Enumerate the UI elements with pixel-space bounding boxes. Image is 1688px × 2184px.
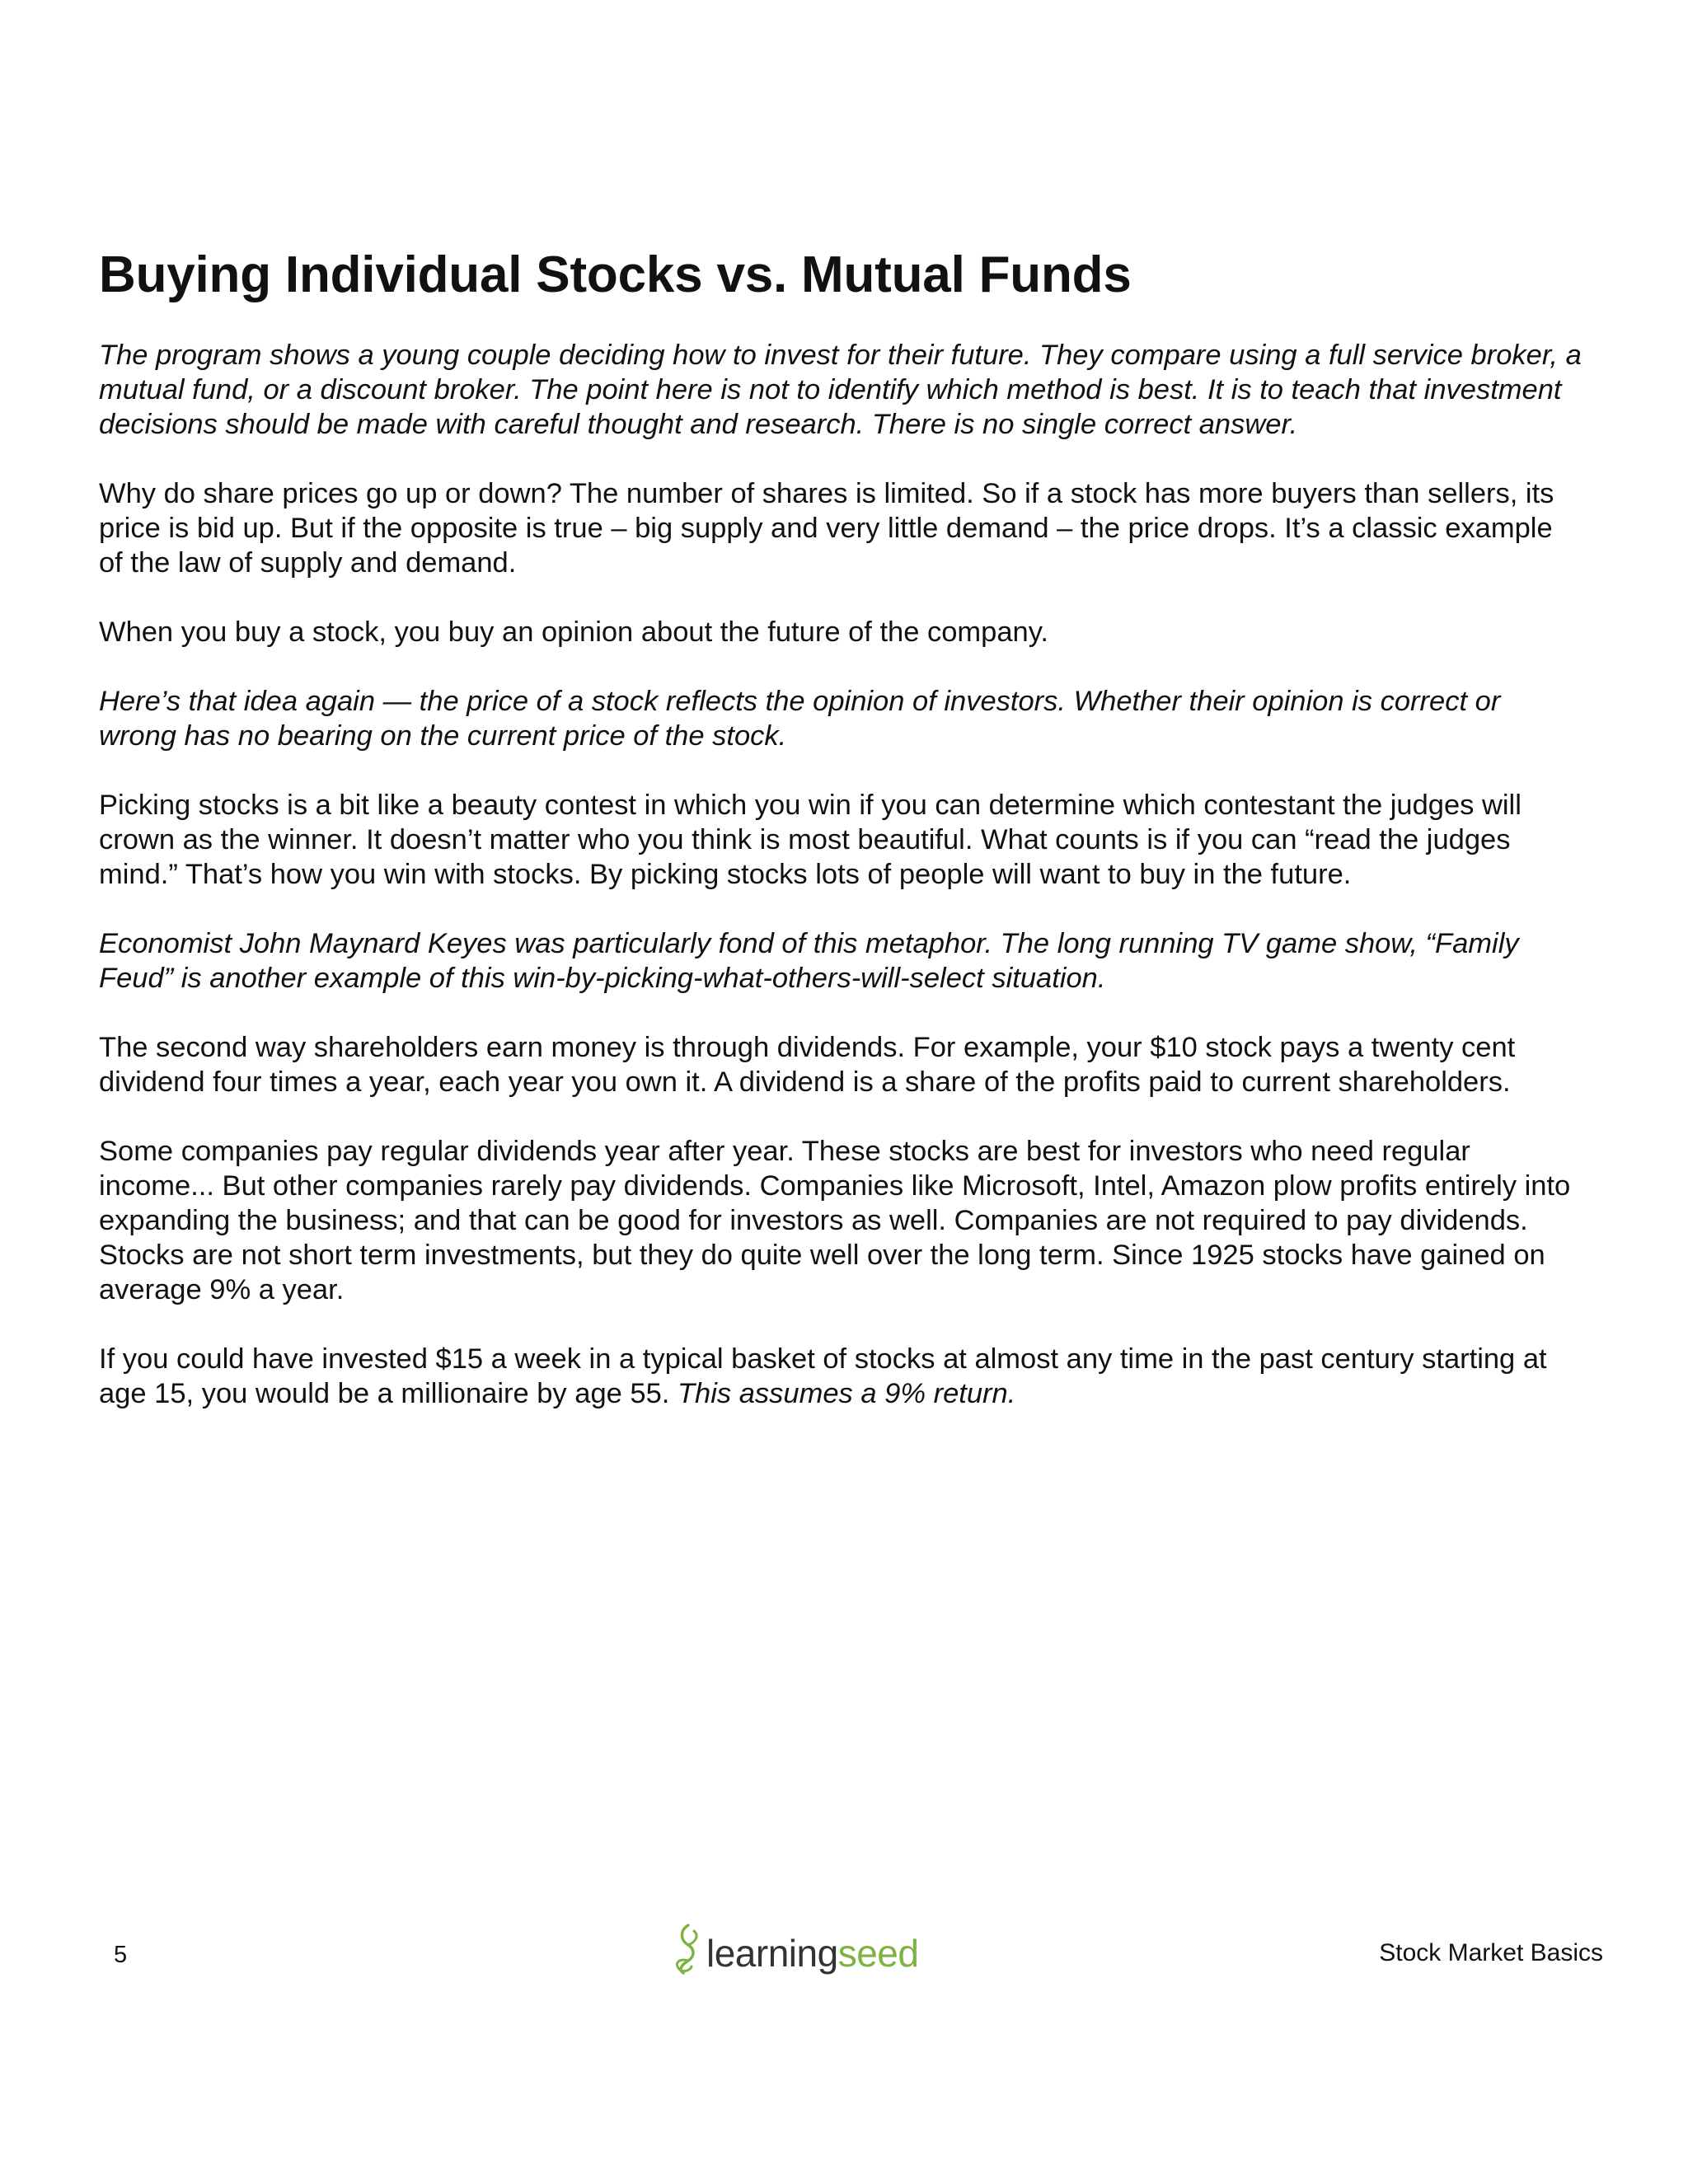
paragraph-beauty-contest: Picking stocks is a bit like a beauty contest in which you win if you can determine which contestant the judges will crown as the winner. It doesn’t matter who you think is most beautiful. What counts is if you can “read the judges mind.” That’s how you win with stocks. By picking stocks lots of people will want to buy in the future. [99,790,1522,890]
footer-document-title: Stock Market Basics [1379,1939,1603,1966]
seed-sprout-icon [672,1922,703,1976]
paragraph-opinion-note: Here’s that idea again — the price of a stock reflects the opinion of investors. Whether their opinion is correct or wrong has no bearing on the current price of the stock. [99,686,1501,752]
page-content [99,241,1582,1446]
logo-wordmark [706,1930,918,1976]
return-assumption-note: This assumes a 9% return. [677,1378,1016,1409]
logo-text-seed: seed [837,1932,919,1975]
paragraph-intro-note: The program shows a young couple deciding how to invest for their future. They compare using a full service broker, a mutual fund, or a discount broker. The point here is not to identify which method is best. It is to teach that investment decisions should be made with careful thought and research. There is no single correct answer. [99,340,1582,440]
millionaire-text: If you could have invested $15 a week in a typical basket of stocks at almost any time in the past century starting at age 15, you would be a millionaire by age 55. [99,1343,1547,1409]
paragraph-millionaire [99,1342,1582,1411]
paragraph-buy-opinion: When you buy a stock, you buy an opinion about the future of the company. [99,616,1049,648]
paragraph-regular-dividends: Some companies pay regular dividends year after year. These stocks are best for investors who need regular income... But other companies rarely pay dividends. Companies like Microsoft, Intel, Amazon plow profits entirely into expanding the business; and that can be good for investors as well. Companies are not required to pay dividends. Stocks are not short term investments, but they do quite well over the long term. Since 1925 stocks have gained on average 9% a year. [99,1136,1571,1305]
paragraph-keynes-note: Economist John Maynard Keyes was particularly fond of this metaphor. The long running TV game show, “Family Feud” is another example of this win-by-picking-what-others-will-select situation. [99,928,1519,994]
page-number: 5 [114,1942,128,1968]
paragraph-dividends: The second way shareholders earn money is through dividends. For example, your $10 stock pays a twenty cent dividend four times a year, each year you own it. A dividend is a share of the profits paid to current shareholders. [99,1032,1516,1098]
page-title: Buying Individual Stocks vs. Mutual Funds [99,246,1132,303]
logo-text-learning: learning [706,1932,838,1975]
paragraph-share-prices: Why do share prices go up or down? The number of shares is limited. So if a stock has more buyers than sellers, its price is bid up. But if the opposite is true – big supply and very little demand – the price drops. It’s a classic example of the law of supply and demand. [99,478,1554,579]
learningseed-logo [672,1920,918,1976]
